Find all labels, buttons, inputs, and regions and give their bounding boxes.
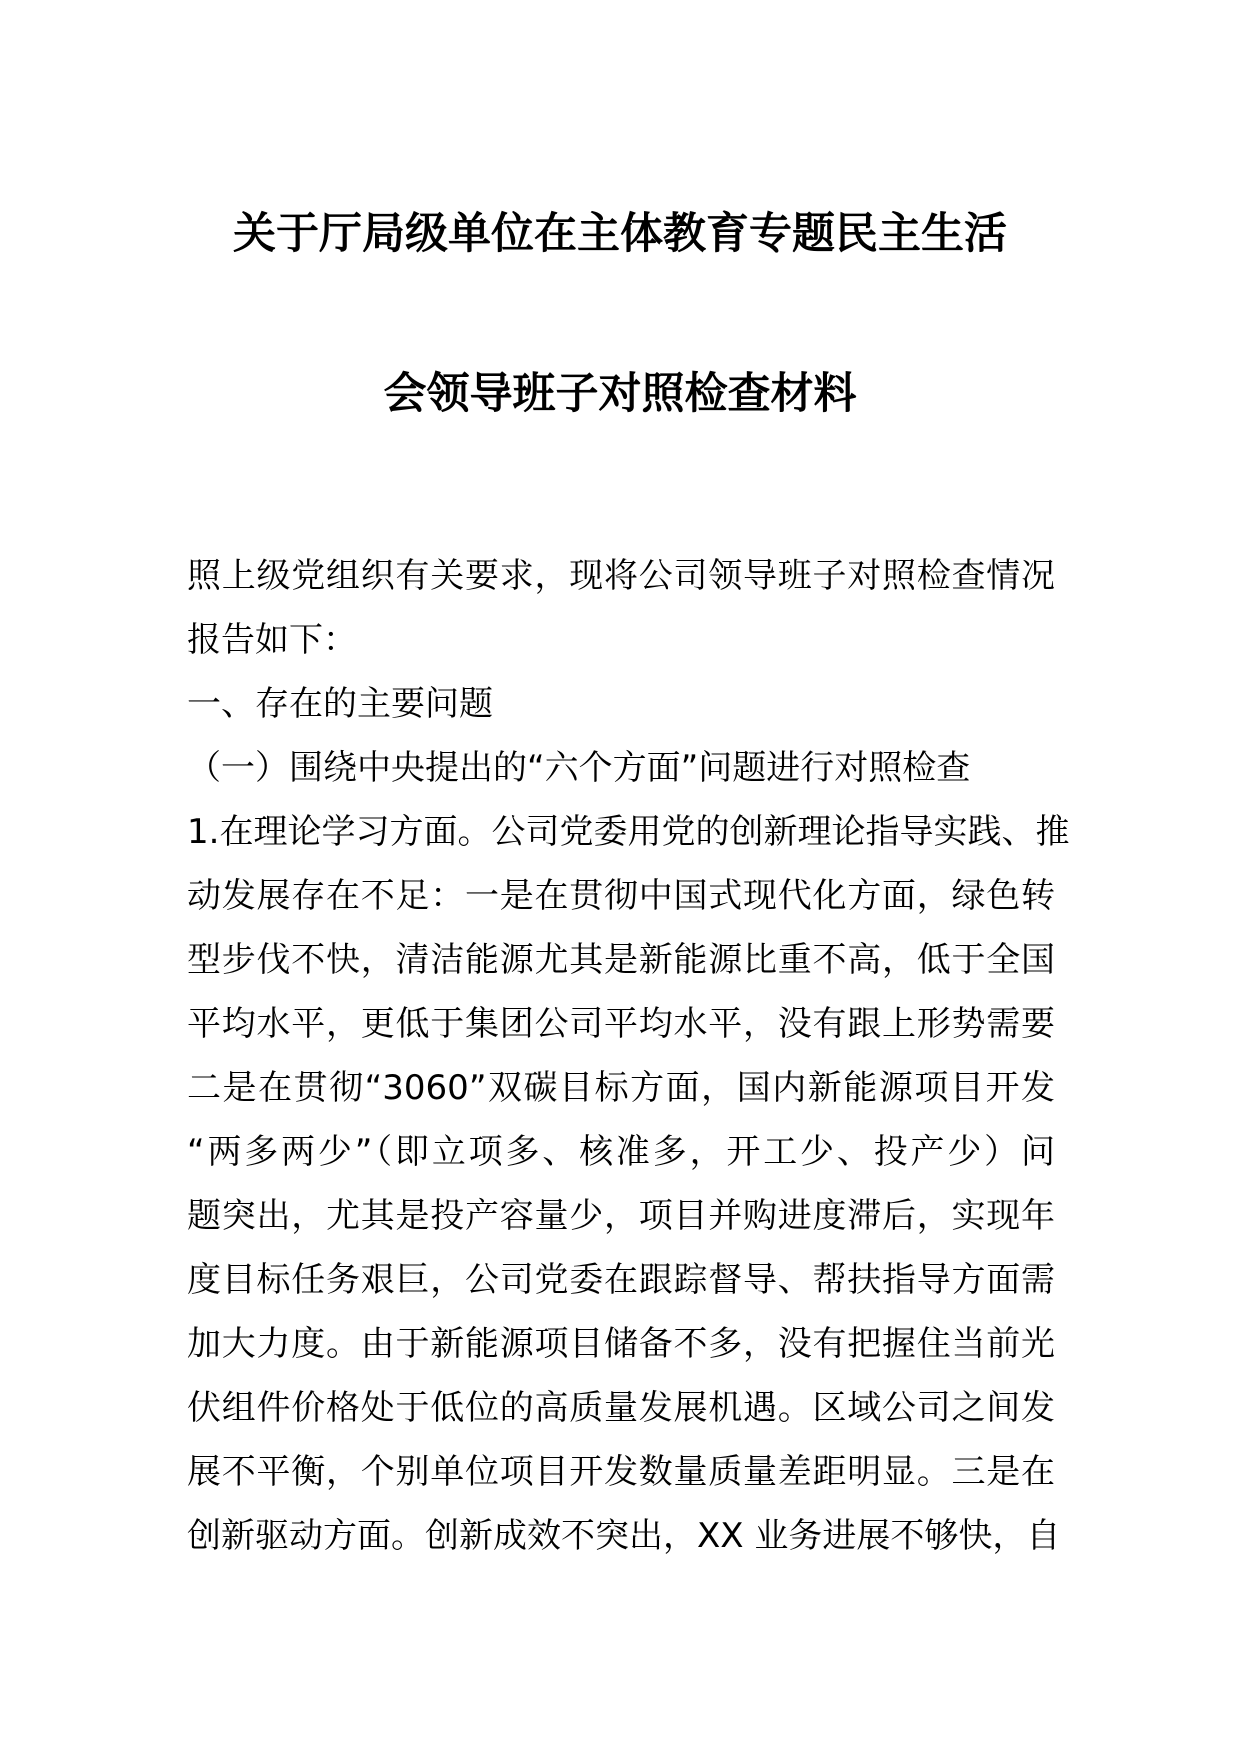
body-line: 加大力度。由于新能源项目储备不多，没有把握住当前光 bbox=[187, 1324, 1055, 1364]
body-line: 动发展存在不足：一是在贯彻中国式现代化方面，绿色转 bbox=[187, 876, 1055, 916]
body-line: 报告如下： bbox=[187, 620, 357, 660]
document-title-line-2: 会领导班子对照检查材料 bbox=[383, 369, 857, 419]
body-line: 二是在贯彻“3060”双碳目标方面，国内新能源项目开发 bbox=[187, 1068, 1055, 1108]
body-line: 创新驱动方面。创新成效不突出，XX 业务进展不够快，自 bbox=[187, 1516, 1061, 1556]
body-line: “两多两少”（即立项多、核准多，开工少、投产少）问 bbox=[187, 1132, 1055, 1172]
section-heading: 一、存在的主要问题 bbox=[187, 684, 493, 724]
body-line: 度目标任务艰巨，公司党委在跟踪督导、帮扶指导方面需 bbox=[187, 1260, 1055, 1300]
body-line: 展不平衡，个别单位项目开发数量质量差距明显。三是在 bbox=[187, 1452, 1055, 1492]
body-line: 题突出，尤其是投产容量少，项目并购进度滞后，实现年 bbox=[187, 1196, 1055, 1236]
body-line: 照上级党组织有关要求，现将公司领导班子对照检查情况 bbox=[187, 556, 1055, 596]
document-title-line-1: 关于厅局级单位在主体教育专题民主生活 bbox=[233, 209, 1007, 259]
body-line: 型步伐不快，清洁能源尤其是新能源比重不高，低于全国 bbox=[187, 940, 1055, 980]
body-line: 伏组件价格处于低位的高质量发展机遇。区域公司之间发 bbox=[187, 1388, 1055, 1428]
body-line: 平均水平，更低于集团公司平均水平，没有跟上形势需要 bbox=[187, 1004, 1055, 1044]
body-line: 1.在理论学习方面。公司党委用党的创新理论指导实践、推 bbox=[187, 812, 1070, 852]
subsection-heading: （一）围绕中央提出的“六个方面”问题进行对照检查 bbox=[187, 748, 971, 788]
